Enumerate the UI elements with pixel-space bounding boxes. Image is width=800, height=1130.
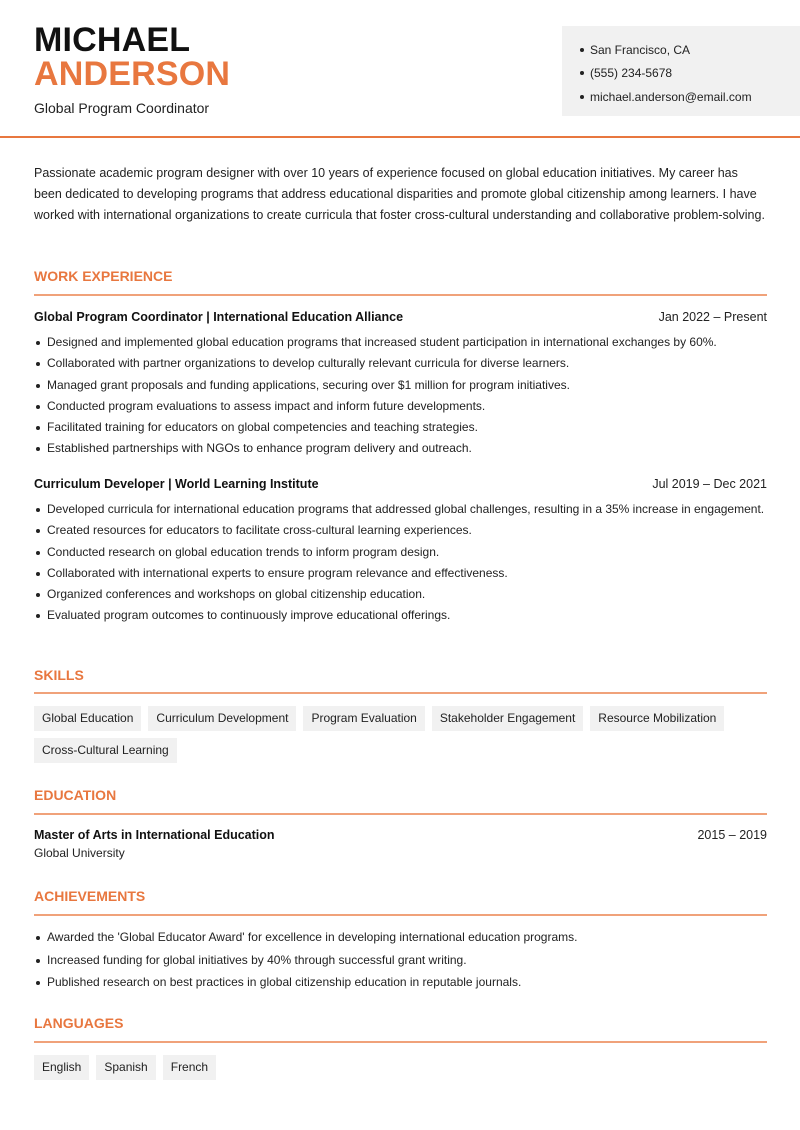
summary: Passionate academic program designer with over 10 years of experience focused on global education initiatives. My career has been dedicated to developing programs that address educational disparities and promote global citizenship among learners. I have worked with international organizations to create curricula that foster cross-cultural understanding and collaborative problem-solving.	[34, 166, 765, 222]
skill-chip: Program Evaluation	[303, 706, 424, 731]
job-entry	[34, 308, 767, 462]
contact-phone: (555) 234-5678	[580, 62, 800, 86]
skill-chip: Stakeholder Engagement	[432, 706, 583, 731]
languages-list	[34, 1055, 767, 1080]
achievements-list	[34, 921, 767, 995]
list-item: Facilitated training for educators on global competencies and teaching strategies.	[34, 419, 767, 436]
last-name: ANDERSON	[34, 55, 231, 93]
section-divider	[34, 1041, 767, 1043]
section-divider	[34, 692, 767, 694]
list-item: Developed curricula for international education programs that addressed global challenges, resulting in a 35% increase in engagement.	[34, 501, 767, 518]
language-chip: Spanish	[96, 1055, 155, 1080]
education-dates: 2015 – 2019	[697, 828, 767, 842]
job-dates: Jan 2022 – Present	[658, 310, 767, 324]
skills-list	[34, 706, 767, 763]
section-title-work: WORK EXPERIENCE	[34, 268, 173, 284]
bullet-dot-icon	[580, 48, 584, 52]
list-item: Organized conferences and workshops on global citizenship education.	[34, 586, 767, 603]
language-chip: French	[163, 1055, 216, 1080]
contact-email: michael.anderson@email.com	[580, 85, 800, 109]
contact-location: San Francisco, CA	[580, 38, 800, 62]
language-chip: English	[34, 1055, 89, 1080]
skill-chip: Global Education	[34, 706, 141, 731]
job-role: Curriculum Developer | World Learning Institute	[34, 477, 319, 491]
degree: Master of Arts in International Education	[34, 828, 275, 842]
section-divider	[34, 294, 767, 296]
skill-chip: Resource Mobilization	[590, 706, 724, 731]
list-item: Managed grant proposals and funding applications, securing over $1 million for program initiatives.	[34, 377, 767, 394]
list-item: Conducted program evaluations to assess impact and inform future developments.	[34, 398, 767, 415]
first-name: MICHAEL	[34, 21, 191, 59]
section-title-languages: LANGUAGES	[34, 1015, 124, 1031]
list-item: Evaluated program outcomes to continuously improve educational offerings.	[34, 607, 767, 624]
section-title-achievements: ACHIEVEMENTS	[34, 888, 146, 904]
list-item: Designed and implemented global education programs that increased student participation in international exchanges by 60%.	[34, 334, 767, 351]
bullet-dot-icon	[580, 71, 584, 75]
list-item: Established partnerships with NGOs to enhance program delivery and outreach.	[34, 440, 767, 457]
job-bullets	[34, 501, 767, 624]
list-item: Created resources for educators to facilitate cross-cultural learning experiences.	[34, 522, 767, 539]
job-title: Global Program Coordinator	[34, 100, 210, 116]
achievement-bullets	[34, 929, 767, 991]
job-entry	[34, 475, 767, 629]
bullet-dot-icon	[580, 95, 584, 99]
section-divider	[34, 914, 767, 916]
school: Global University	[34, 846, 125, 860]
section-title-skills: SKILLS	[34, 667, 84, 683]
list-item: Awarded the 'Global Educator Award' for excellence in developing international education programs.	[34, 929, 767, 946]
job-dates: Jul 2019 – Dec 2021	[652, 477, 767, 491]
skill-chip: Cross-Cultural Learning	[34, 738, 177, 763]
skill-chip: Curriculum Development	[148, 706, 296, 731]
section-divider	[34, 813, 767, 815]
contact-box	[562, 26, 800, 116]
list-item: Conducted research on global education trends to inform program design.	[34, 544, 767, 561]
list-item: Collaborated with international experts to ensure program relevance and effectiveness.	[34, 565, 767, 582]
resume-header	[0, 0, 800, 138]
list-item: Published research on best practices in global citizenship education in reputable journals.	[34, 974, 767, 991]
list-item: Collaborated with partner organizations to develop culturally relevant curricula for diverse learners.	[34, 355, 767, 372]
job-bullets	[34, 334, 767, 457]
job-role: Global Program Coordinator | International Education Alliance	[34, 310, 404, 324]
section-title-education: EDUCATION	[34, 787, 117, 803]
list-item: Increased funding for global initiatives by 40% through successful grant writing.	[34, 952, 767, 969]
education-entry	[34, 828, 767, 860]
